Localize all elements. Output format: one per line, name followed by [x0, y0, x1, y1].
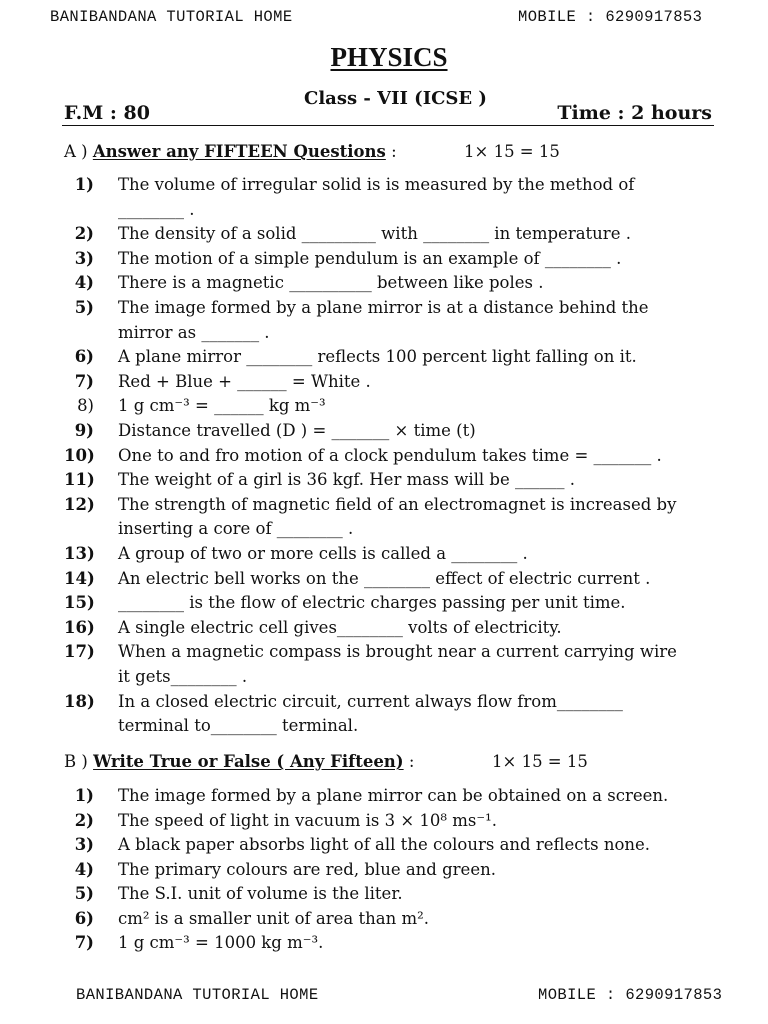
question-text: Distance travelled (D ) = _______ × time (t)	[118, 421, 476, 440]
question-number: 3)	[74, 248, 94, 268]
question-text: The weight of a girl is 36 kgf. Her mass will be ______ .	[118, 470, 575, 490]
question-text: ________ is the flow of electric charges passing per unit time.	[118, 593, 626, 613]
question-number: 12)	[64, 494, 95, 514]
question-text: cm² is a smaller unit of area than m².	[118, 908, 429, 928]
section-a-heading	[64, 142, 397, 161]
question-number: 1)	[74, 175, 94, 194]
footer-mobile: MOBILE : 6290917853	[538, 986, 723, 1004]
question-number: 2)	[74, 810, 94, 830]
question-text: The image formed by a plane mirror can be obtained on a screen.	[118, 786, 669, 805]
question-text: A group of two or more cells is called a ________ .	[118, 544, 528, 563]
question-number: 10)	[64, 445, 95, 465]
question-text: Red + Blue + ______ = White .	[118, 371, 371, 391]
question-number: 6)	[74, 908, 94, 928]
section-a-marks: 1× 15 = 15	[464, 142, 560, 161]
question-number: 17)	[64, 642, 95, 662]
question-number: 7)	[74, 933, 94, 952]
question-number: 14)	[64, 568, 95, 588]
question-number: 8)	[77, 396, 94, 416]
question-text: The motion of a simple pendulum is an example of ________ .	[118, 248, 622, 268]
header-divider	[62, 125, 714, 126]
section-b-suffix: :	[403, 752, 415, 771]
question-text: The speed of light in vacuum is 3 × 10⁸ ms⁻¹.	[118, 810, 497, 830]
question-number: 11)	[64, 470, 95, 490]
header-institute: BANIBANDANA TUTORIAL HOME	[50, 8, 293, 26]
full-marks: F.M : 80	[64, 102, 150, 124]
question-number: 2)	[74, 224, 94, 244]
question-number: 6)	[74, 347, 94, 367]
question-text: The strength of magnetic field of an electromagnet is increased by inserting a core of ________ .	[118, 494, 677, 539]
question-text: One to and fro motion of a clock pendulum takes time = _______ .	[118, 445, 662, 465]
question-text: A black paper absorbs light of all the colours and reflects none.	[118, 835, 651, 854]
section-b-prefix: B )	[64, 752, 94, 771]
question-number: 1)	[74, 786, 94, 805]
question-number: 4)	[74, 273, 94, 293]
header-mobile: MOBILE : 6290917853	[518, 8, 703, 26]
question-text: The primary colours are red, blue and green.	[118, 859, 496, 879]
section-a-instruction: Answer any FIFTEEN Questions	[92, 142, 386, 161]
question-text: The density of a solid _________ with ________ in temperature .	[118, 224, 631, 244]
section-a-prefix: A )	[64, 142, 93, 161]
question-text: A single electric cell gives________ volts of electricity.	[118, 617, 562, 637]
question-text: When a magnetic compass is brought near a current carrying wire it gets________ .	[118, 642, 677, 686]
section-b-marks: 1× 15 = 15	[492, 752, 588, 771]
question-text: The S.I. unit of volume is the liter.	[118, 884, 403, 903]
question-number: 16)	[64, 617, 95, 637]
question-text: The image formed by a plane mirror is at a distance behind the mirror as _______ .	[118, 298, 649, 342]
section-b-instruction: Write True or False ( Any Fifteen)	[93, 752, 404, 771]
question-number: 7)	[74, 371, 94, 391]
question-text: 1 g cm⁻³ = ______ kg m⁻³	[118, 396, 326, 416]
question-text: In a closed electric circuit, current always flow from________ terminal to________ terminal.	[118, 691, 623, 736]
class-subtitle: Class - VII (ICSE )	[304, 88, 487, 109]
section-a-suffix: :	[385, 142, 397, 161]
question-text: 1 g cm⁻³ = 1000 kg m⁻³.	[118, 933, 324, 952]
question-number: 4)	[74, 859, 94, 879]
question-text: The volume of irregular solid is is measured by the method of ________ .	[118, 175, 635, 219]
section-b-heading	[64, 752, 414, 771]
question-text: A plane mirror ________ reflects 100 percent light falling on it.	[118, 347, 637, 367]
footer-institute: BANIBANDANA TUTORIAL HOME	[76, 986, 319, 1004]
question-number: 9)	[74, 421, 94, 440]
page-title: PHYSICS	[330, 42, 448, 72]
question-number: 13)	[64, 544, 95, 563]
question-number: 3)	[74, 835, 94, 854]
question-text: There is a magnetic __________ between like poles .	[118, 273, 544, 293]
question-number: 5)	[74, 884, 94, 903]
question-number: 5)	[74, 298, 94, 317]
time-allowed: Time : 2 hours	[557, 102, 712, 124]
question-number: 18)	[64, 691, 95, 711]
question-text: An electric bell works on the ________ effect of electric current .	[118, 568, 651, 588]
question-number: 15)	[64, 593, 95, 613]
